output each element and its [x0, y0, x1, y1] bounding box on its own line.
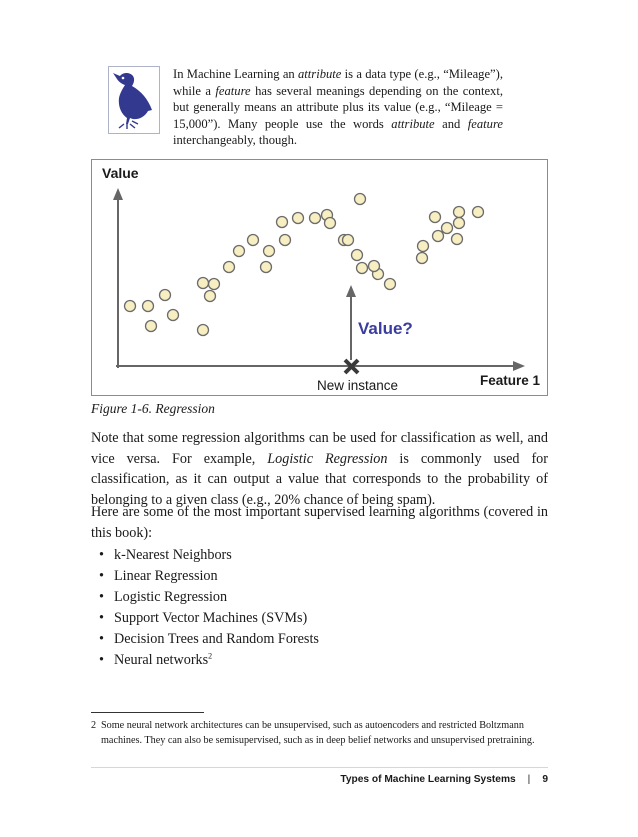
data-point — [442, 223, 453, 234]
data-point — [261, 262, 272, 273]
data-point — [293, 213, 304, 224]
data-point — [343, 235, 354, 246]
footnote-line: machines. They can also be semisupervised, such as in deep belief networks and unsupervised pretraining. — [101, 735, 535, 746]
list-item: • Support Vector Machines (SVMs) — [99, 608, 319, 629]
list-item: • Decision Trees and Random Forests — [99, 629, 319, 650]
data-point — [125, 301, 136, 312]
data-point — [224, 262, 235, 273]
data-point — [146, 321, 157, 332]
list-item: • k-Nearest Neighbors — [99, 545, 319, 566]
data-point — [325, 218, 336, 229]
y-axis-label: Value — [102, 165, 139, 181]
data-point — [168, 310, 179, 321]
value-question-label: Value? — [358, 319, 413, 338]
data-point — [454, 218, 465, 229]
paragraph-regression-classification: Note that some regression algorithms can be used for classification as well, and vice versa. For example, Logistic Regression is commonly used for classification, as it can output a value that corresponds to the probability of belonging to a given class (e.g., 20% chance of being spam). — [91, 430, 548, 508]
data-point — [433, 231, 444, 242]
note-text: In Machine Learning an attribute is a data type (e.g., “Mileage”), while a feature has several meanings depending on the context, but generally means an attribute plus its value (e.g., “Mileage = 15,000”). Many people use the words attribute and feature interchangeably, though. — [173, 67, 503, 148]
footnote-line: Some neural network architectures can be unsupervised, such as autoencoders and restricted Boltzmann — [101, 720, 524, 731]
data-point — [430, 212, 441, 223]
x-axis-arrowhead — [513, 361, 525, 371]
list-item: • Linear Regression — [99, 566, 319, 587]
data-point — [454, 207, 465, 218]
data-point — [160, 290, 171, 301]
algorithm-list — [99, 545, 319, 671]
footer-divider — [91, 767, 548, 768]
footer-separator: | — [527, 774, 531, 785]
data-points — [125, 194, 484, 336]
bird-icon — [108, 66, 160, 134]
data-point — [418, 241, 429, 252]
regression-plot — [92, 160, 549, 397]
footnote-divider — [91, 712, 204, 713]
data-point — [385, 279, 396, 290]
page-number: 9 — [542, 774, 548, 785]
figure-caption: Figure 1-6. Regression — [91, 401, 215, 416]
data-point — [357, 263, 368, 274]
footnote-number: 2 — [91, 720, 97, 731]
footer-section-title: Types of Machine Learning Systems — [340, 774, 516, 785]
paragraph-algorithms-intro: Here are some of the most important supervised learning algorithms (covered in this book): — [91, 504, 548, 541]
x-axis-label: Feature 1 — [480, 373, 541, 388]
data-point — [198, 325, 209, 336]
new-instance-label: New instance — [317, 378, 399, 393]
data-point — [369, 261, 380, 272]
page-footer — [0, 774, 548, 785]
regression-figure — [91, 159, 548, 396]
y-axis-arrowhead — [113, 188, 123, 200]
value-arrowhead — [346, 285, 356, 297]
data-point — [352, 250, 363, 261]
list-item: • Logistic Regression — [99, 587, 319, 608]
data-point — [417, 253, 428, 264]
data-point — [143, 301, 154, 312]
note-bird-icon — [108, 66, 160, 134]
data-point — [198, 278, 209, 289]
data-point — [264, 246, 275, 257]
data-point — [209, 279, 220, 290]
list-item: • Neural networks$^2$ — [99, 650, 319, 671]
data-point — [280, 235, 291, 246]
footnote-ref[interactable]: 2 — [208, 651, 213, 661]
footnote — [91, 718, 548, 748]
data-point — [355, 194, 366, 205]
data-point — [452, 234, 463, 245]
data-point — [248, 235, 259, 246]
data-point — [234, 246, 245, 257]
data-point — [277, 217, 288, 228]
data-point — [473, 207, 484, 218]
data-point — [205, 291, 216, 302]
data-point — [310, 213, 321, 224]
